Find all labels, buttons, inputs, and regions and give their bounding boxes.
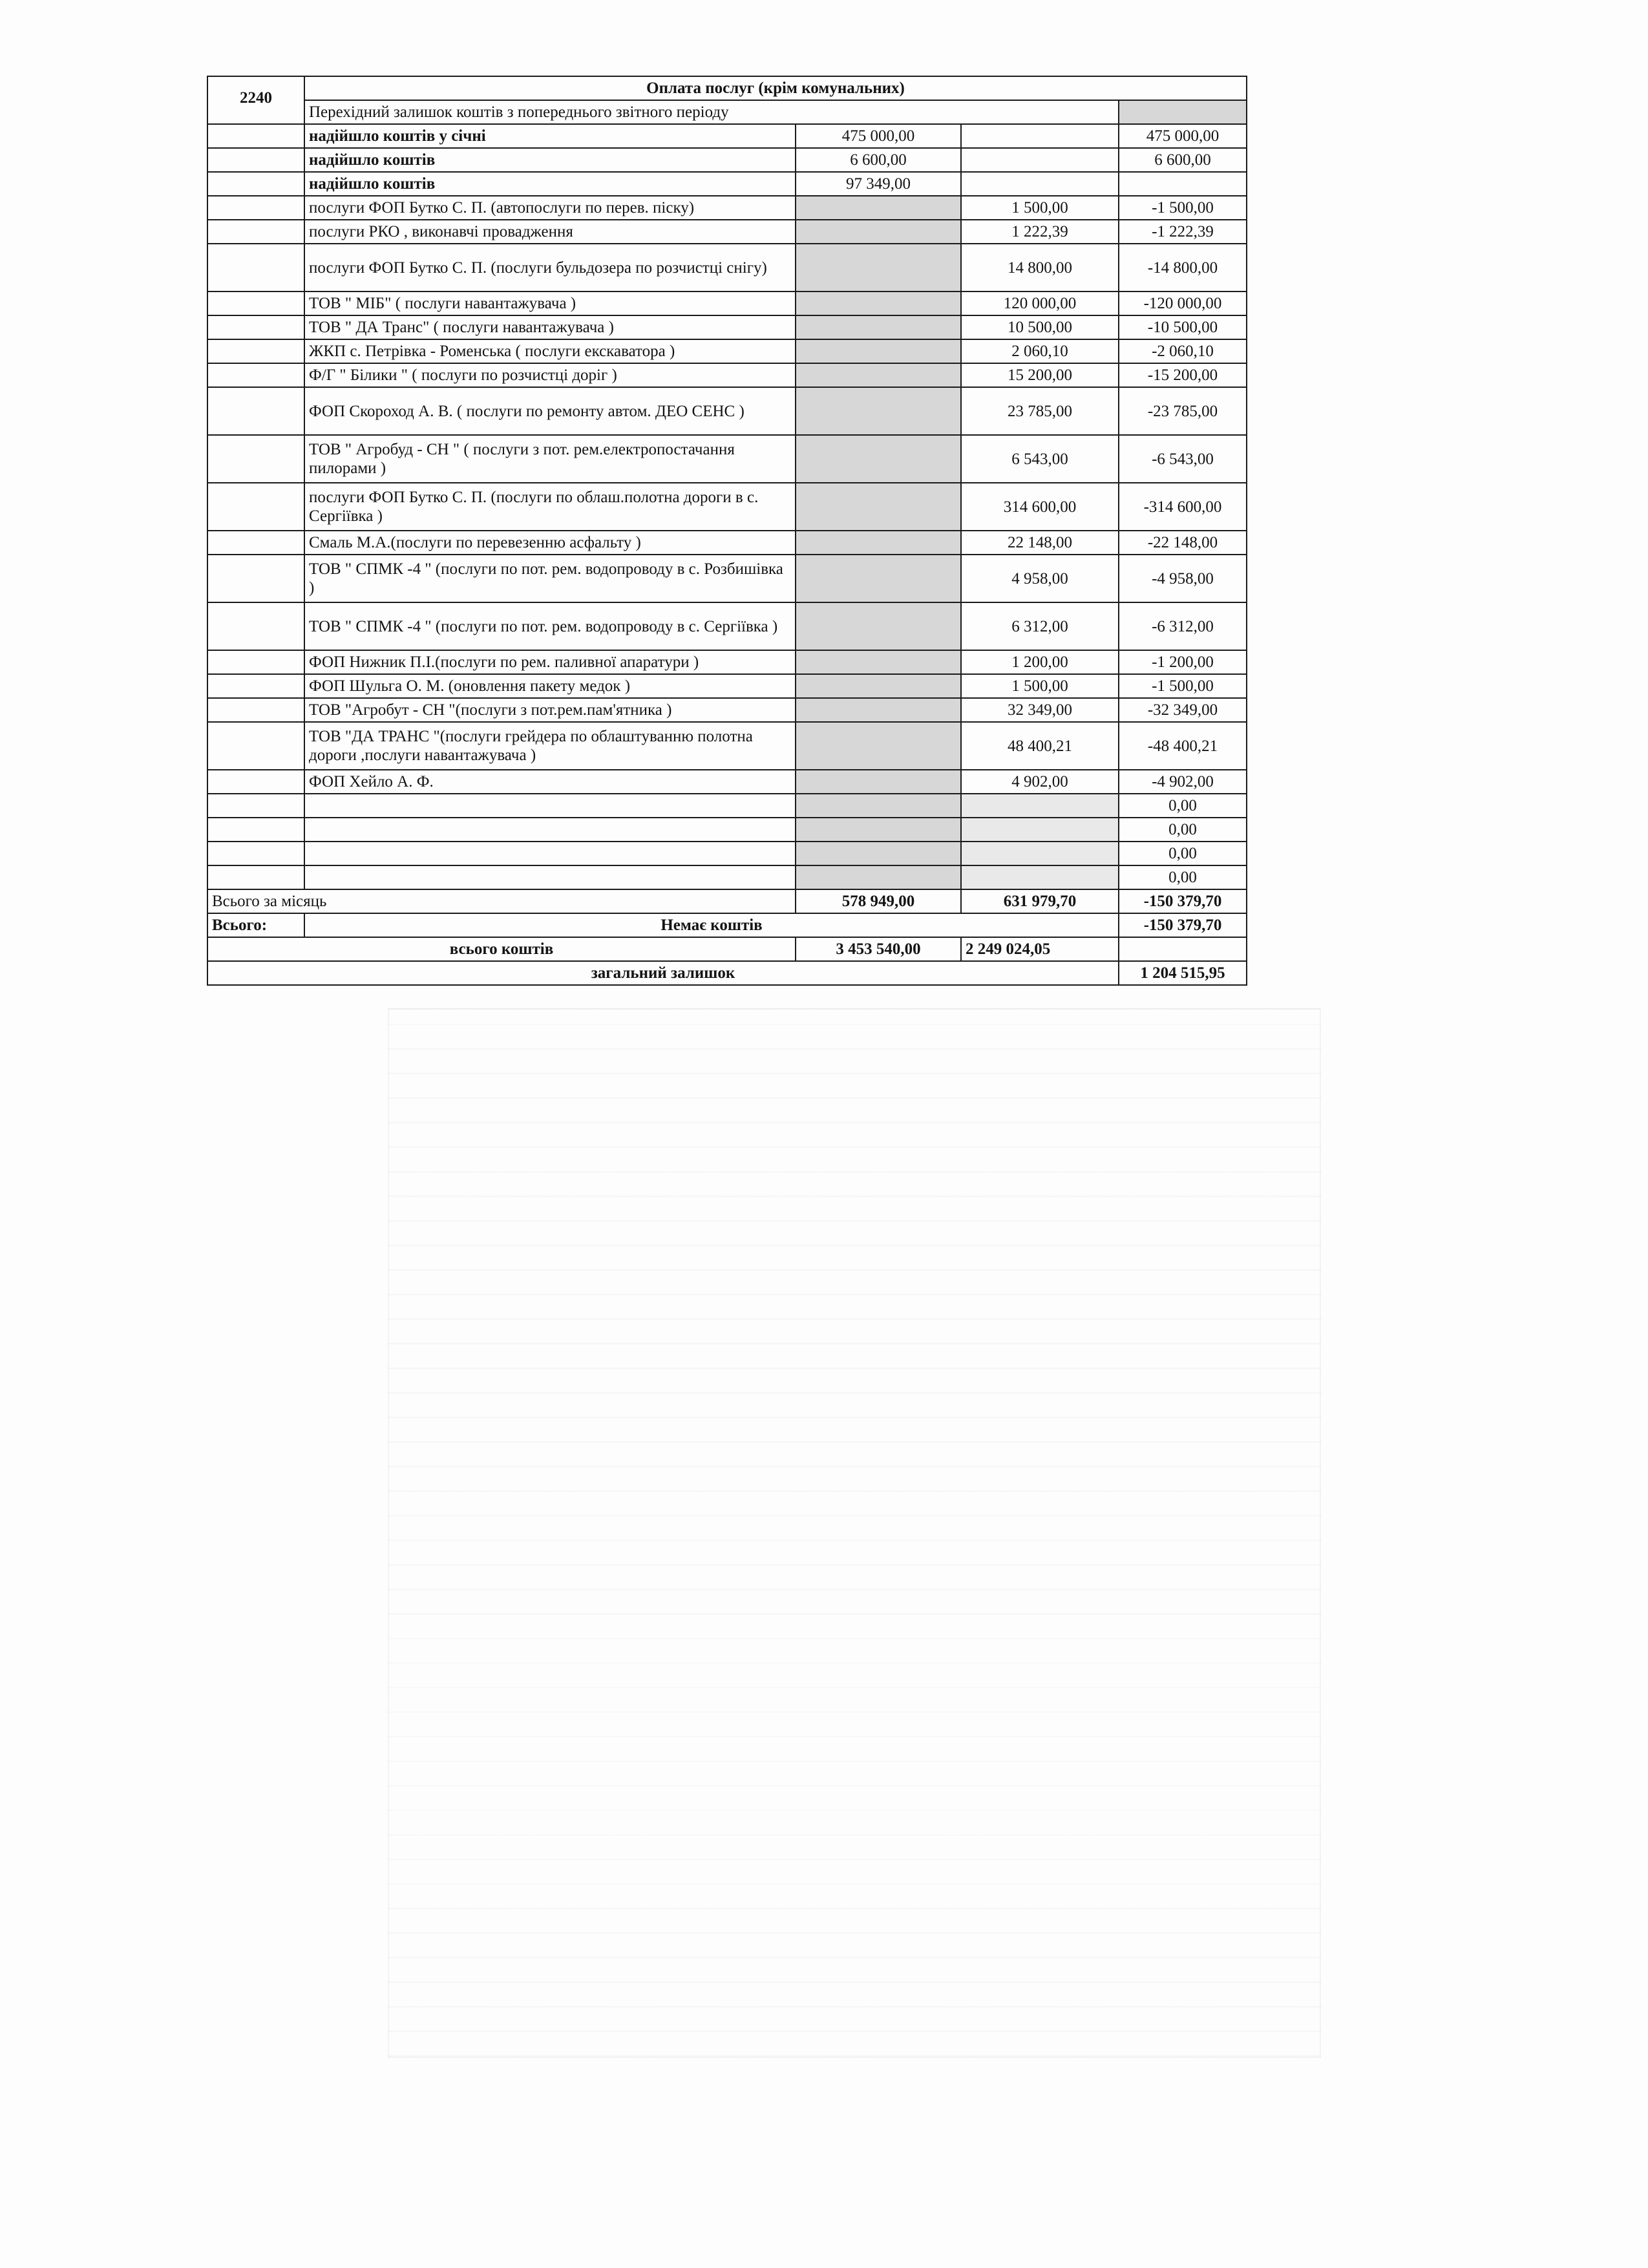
income-cell	[796, 794, 961, 818]
code-cell	[207, 794, 304, 818]
expense-cell: 10 500,00	[961, 315, 1119, 339]
code-cell	[207, 531, 304, 555]
row-label: ТОВ " Агробуд - СН " ( послуги з пот. рем.електропостачання пилорами )	[304, 435, 796, 483]
income-cell: 97 349,00	[796, 172, 961, 196]
balance-cell: -15 200,00	[1119, 363, 1247, 387]
income-cell	[796, 674, 961, 698]
table-row	[207, 315, 1247, 339]
code-cell	[207, 865, 304, 889]
income-cell	[796, 220, 961, 244]
balance-cell: -23 785,00	[1119, 387, 1247, 435]
expense-cell: 23 785,00	[961, 387, 1119, 435]
monthly-total-label: Всього за місяць	[207, 889, 796, 913]
carryover-value	[1119, 100, 1247, 124]
expense-cell: 4 902,00	[961, 770, 1119, 794]
balance-cell: -314 600,00	[1119, 483, 1247, 531]
code-cell	[207, 698, 304, 722]
balance-cell: -2 060,10	[1119, 339, 1247, 363]
table-row	[207, 770, 1247, 794]
row-label: ЖКП с. Петрівка - Роменська ( послуги екскаватора )	[304, 339, 796, 363]
expense-cell: 314 600,00	[961, 483, 1119, 531]
balance-cell: -4 958,00	[1119, 555, 1247, 602]
table-row	[207, 531, 1247, 555]
code-cell	[207, 339, 304, 363]
income-cell	[796, 339, 961, 363]
code-cell	[207, 435, 304, 483]
grand-total-note: Немає коштів	[304, 913, 1119, 937]
table-row	[207, 291, 1247, 315]
balance-cell: 6 600,00	[1119, 148, 1247, 172]
row-label: послуги ФОП Бутко С. П. (послуги по облаш.полотна дороги в с. Сергіївка )	[304, 483, 796, 531]
balance-cell: -48 400,21	[1119, 722, 1247, 770]
row-label	[304, 794, 796, 818]
table-row	[207, 196, 1247, 220]
code-cell	[207, 818, 304, 842]
income-cell	[796, 865, 961, 889]
income-cell	[796, 244, 961, 291]
table-row	[207, 244, 1247, 291]
expense-cell: 4 958,00	[961, 555, 1119, 602]
overall-balance-label: загальний залишок	[207, 961, 1119, 985]
balance-cell: -32 349,00	[1119, 698, 1247, 722]
row-label	[304, 818, 796, 842]
income-cell	[796, 196, 961, 220]
expense-cell: 15 200,00	[961, 363, 1119, 387]
all-funds-label: всього коштів	[207, 937, 796, 961]
income-cell	[796, 435, 961, 483]
code-cell	[207, 387, 304, 435]
table-row	[207, 794, 1247, 818]
grand-total-row	[207, 913, 1247, 937]
code-cell	[207, 291, 304, 315]
income-cell	[796, 363, 961, 387]
income-cell	[796, 531, 961, 555]
table-row	[207, 435, 1247, 483]
table-row	[207, 148, 1247, 172]
table-row	[207, 483, 1247, 531]
expense-cell	[961, 818, 1119, 842]
income-cell	[796, 818, 961, 842]
code-cell	[207, 363, 304, 387]
balance-cell: -14 800,00	[1119, 244, 1247, 291]
balance-cell: -120 000,00	[1119, 291, 1247, 315]
income-cell: 6 600,00	[796, 148, 961, 172]
expense-cell: 1 222,39	[961, 220, 1119, 244]
expense-cell	[961, 842, 1119, 865]
balance-cell: -4 902,00	[1119, 770, 1247, 794]
balance-cell: -1 222,39	[1119, 220, 1247, 244]
row-label: послуги ФОП Бутко С. П. (послуги бульдозера по розчистці снігу)	[304, 244, 796, 291]
code-cell	[207, 148, 304, 172]
expense-cell: 1 500,00	[961, 196, 1119, 220]
row-label: ТОВ "Агробут - СН "(послуги з пот.рем.пам'ятника )	[304, 698, 796, 722]
row-label: ФОП Скороход А. В. ( послуги по ремонту автом. ДЕО СЕНС )	[304, 387, 796, 435]
table-row	[207, 698, 1247, 722]
balance-cell: -1 500,00	[1119, 196, 1247, 220]
balance-cell: -6 312,00	[1119, 602, 1247, 650]
expense-cell: 14 800,00	[961, 244, 1119, 291]
balance-cell: -6 543,00	[1119, 435, 1247, 483]
expense-cell: 48 400,21	[961, 722, 1119, 770]
row-label: послуги ФОП Бутко С. П. (автопослуги по перев. піску)	[304, 196, 796, 220]
monthly-total-expense: 631 979,70	[961, 889, 1119, 913]
row-label: надійшло коштів	[304, 172, 796, 196]
table-row	[207, 363, 1247, 387]
income-cell: 475 000,00	[796, 124, 961, 148]
row-label: надійшло коштів	[304, 148, 796, 172]
balance-cell: 475 000,00	[1119, 124, 1247, 148]
income-cell	[796, 722, 961, 770]
balance-cell: 0,00	[1119, 794, 1247, 818]
section-code: 2240	[207, 76, 304, 124]
carryover-row	[207, 100, 1247, 124]
income-cell	[796, 291, 961, 315]
expense-cell: 120 000,00	[961, 291, 1119, 315]
monthly-total-income: 578 949,00	[796, 889, 961, 913]
row-label: ТОВ " МІБ" ( послуги навантажувача )	[304, 291, 796, 315]
table-row	[207, 387, 1247, 435]
row-label: ТОВ " СПМК -4 " (послуги по пот. рем. водопроводу в с. Сергіївка )	[304, 602, 796, 650]
expense-cell	[961, 124, 1119, 148]
all-funds-expense: 2 249 024,05	[961, 937, 1119, 961]
table-row	[207, 722, 1247, 770]
income-cell	[796, 555, 961, 602]
section-title: Оплата послуг (крім комунальних)	[304, 76, 1247, 100]
expense-cell	[961, 865, 1119, 889]
table-row	[207, 220, 1247, 244]
expense-cell: 2 060,10	[961, 339, 1119, 363]
grand-total-label: Всього:	[207, 913, 304, 937]
monthly-total-balance: -150 379,70	[1119, 889, 1247, 913]
table-row	[207, 172, 1247, 196]
row-label: ФОП Хейло А. Ф.	[304, 770, 796, 794]
balance-cell: 0,00	[1119, 818, 1247, 842]
balance-cell: -1 500,00	[1119, 674, 1247, 698]
table-row	[207, 555, 1247, 602]
expense-cell: 1 200,00	[961, 650, 1119, 674]
section-header-row	[207, 76, 1247, 100]
code-cell	[207, 124, 304, 148]
row-label: ФОП Нижник П.І.(послуги по рем. паливної апаратури )	[304, 650, 796, 674]
code-cell	[207, 722, 304, 770]
row-label: ТОВ " СПМК -4 " (послуги по пот. рем. водопроводу в с. Розбишівка )	[304, 555, 796, 602]
income-cell	[796, 770, 961, 794]
income-cell	[796, 698, 961, 722]
code-cell	[207, 483, 304, 531]
code-cell	[207, 315, 304, 339]
income-cell	[796, 387, 961, 435]
balance-cell: 0,00	[1119, 842, 1247, 865]
overall-balance-row	[207, 961, 1247, 985]
income-cell	[796, 842, 961, 865]
balance-cell: -10 500,00	[1119, 315, 1247, 339]
code-cell	[207, 196, 304, 220]
expense-cell: 6 543,00	[961, 435, 1119, 483]
code-cell	[207, 220, 304, 244]
expense-cell: 22 148,00	[961, 531, 1119, 555]
table-row	[207, 674, 1247, 698]
monthly-total-row	[207, 889, 1247, 913]
table-row	[207, 339, 1247, 363]
code-cell	[207, 555, 304, 602]
table-row	[207, 865, 1247, 889]
ledger-table	[207, 76, 1247, 986]
code-cell	[207, 674, 304, 698]
expense-cell	[961, 794, 1119, 818]
row-label: надійшло коштів у січні	[304, 124, 796, 148]
row-label: Смаль М.А.(послуги по перевезенню асфальту )	[304, 531, 796, 555]
reverse-side-show-through	[388, 1008, 1321, 2058]
row-label	[304, 865, 796, 889]
code-cell	[207, 650, 304, 674]
code-cell	[207, 602, 304, 650]
table-row	[207, 124, 1247, 148]
row-label	[304, 842, 796, 865]
income-cell	[796, 483, 961, 531]
grand-total-balance: -150 379,70	[1119, 913, 1247, 937]
all-funds-row	[207, 937, 1247, 961]
all-funds-balance	[1119, 937, 1247, 961]
balance-cell	[1119, 172, 1247, 196]
income-cell	[796, 602, 961, 650]
row-label: послуги РКО , виконавчі провадження	[304, 220, 796, 244]
code-cell	[207, 770, 304, 794]
row-label: ТОВ " ДА Транс" ( послуги навантажувача )	[304, 315, 796, 339]
table-row	[207, 602, 1247, 650]
balance-cell: -1 200,00	[1119, 650, 1247, 674]
table-row	[207, 818, 1247, 842]
table-row	[207, 842, 1247, 865]
all-funds-income: 3 453 540,00	[796, 937, 961, 961]
expense-cell	[961, 148, 1119, 172]
expense-cell: 6 312,00	[961, 602, 1119, 650]
expense-cell: 1 500,00	[961, 674, 1119, 698]
row-label: Ф/Г " Білики " ( послуги по розчистці доріг )	[304, 363, 796, 387]
code-cell	[207, 244, 304, 291]
income-cell	[796, 650, 961, 674]
code-cell	[207, 842, 304, 865]
row-label: ТОВ "ДА ТРАНС "(послуги грейдера по облаштуванню полотна дороги ,послуги навантажувача )	[304, 722, 796, 770]
table-row	[207, 650, 1247, 674]
carryover-label: Перехідний залишок коштів з попереднього звітного періоду	[304, 100, 1119, 124]
row-label: ФОП Шульга О. М. (оновлення пакету медок )	[304, 674, 796, 698]
overall-balance-value: 1 204 515,95	[1119, 961, 1247, 985]
balance-cell: -22 148,00	[1119, 531, 1247, 555]
balance-cell: 0,00	[1119, 865, 1247, 889]
income-cell	[796, 315, 961, 339]
code-cell	[207, 172, 304, 196]
expense-cell	[961, 172, 1119, 196]
expense-cell: 32 349,00	[961, 698, 1119, 722]
